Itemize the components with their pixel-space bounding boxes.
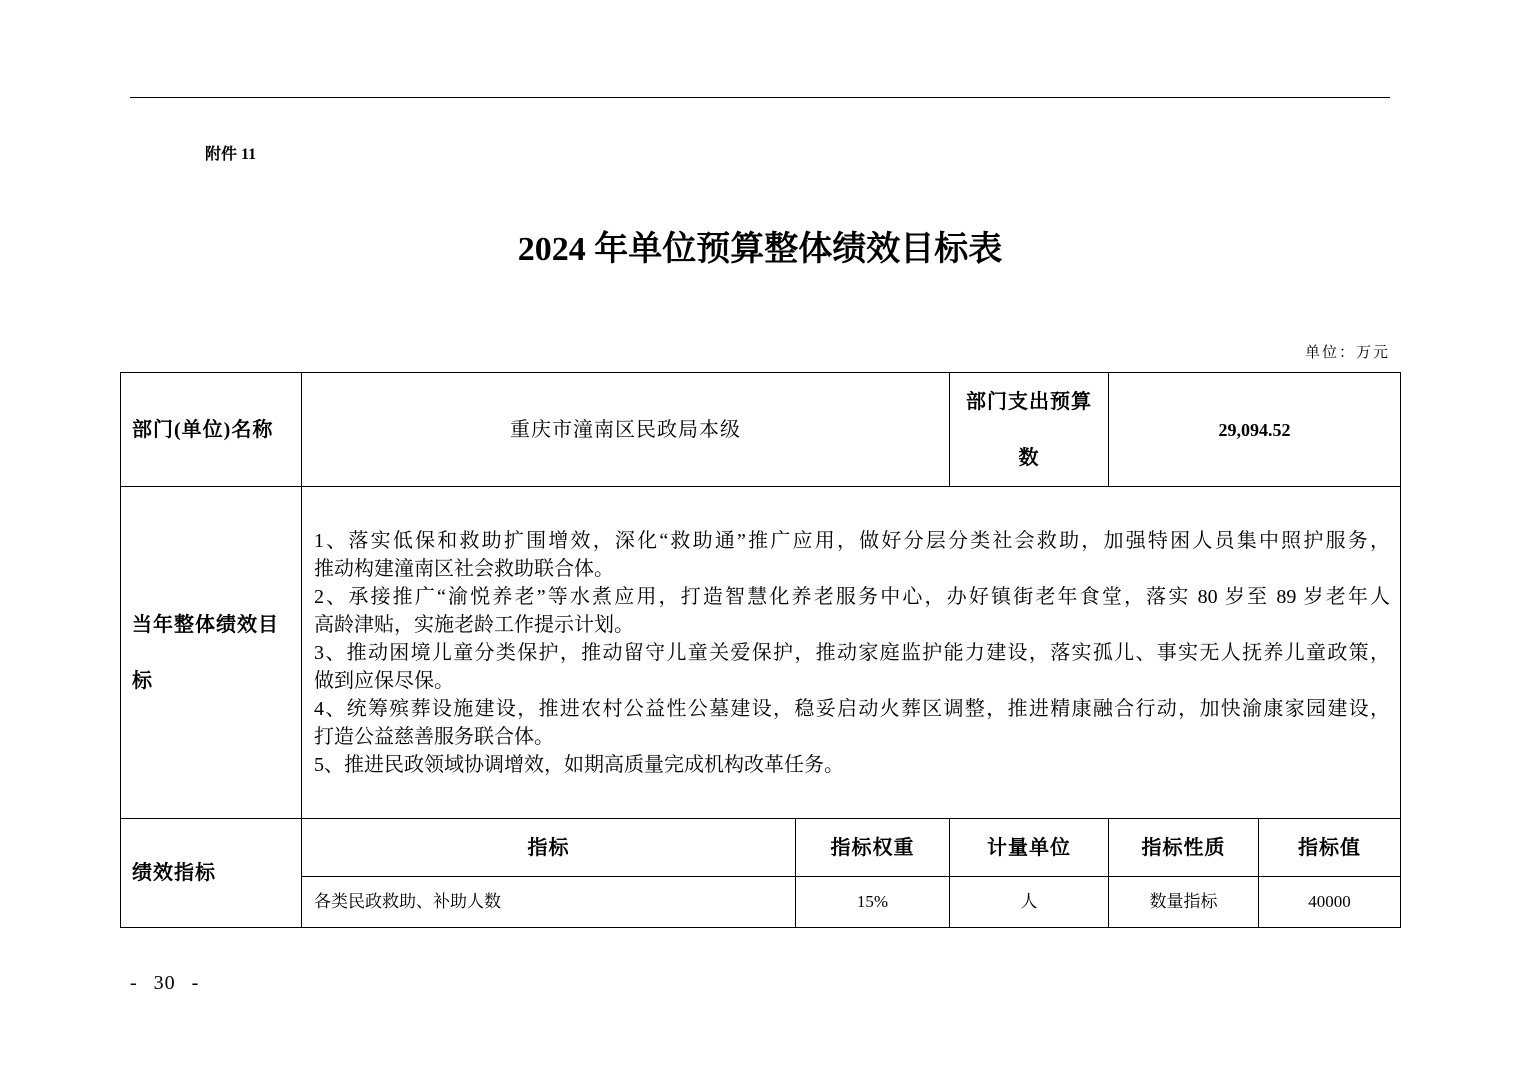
goal-line: 打造公益慈善服务联合体。 [314, 725, 554, 748]
goal-line: 2、承接推广“渝悦养老”等水煮应用，打造智慧化养老服务中心，办好镇街老年食堂，落实 80 岁至 89 岁老年人 [314, 585, 1390, 608]
header-indicator: 指标 [302, 819, 796, 877]
goal-line: 4、统筹殡葬设施建设，推进农村公益性公墓建设，稳妥启动火葬区调整，推进精康融合行动，加快渝康家园建设， [314, 697, 1390, 720]
goal-label: 当年整体绩效目标 [132, 613, 279, 692]
indicator-nature: 数量指标 [1109, 877, 1259, 928]
header-rule [130, 97, 1390, 98]
table-row [121, 877, 1401, 928]
indicator-unit: 人 [950, 877, 1109, 928]
performance-target-table [120, 372, 1401, 928]
indicator-header-row [121, 819, 1401, 877]
goal-paragraph [314, 751, 1390, 779]
goal-paragraph [314, 639, 1390, 695]
goal-line: 1、落实低保和救助扩围增效，深化“救助通”推广应用，做好分层分类社会救助，加强特困人员集中照护服务， [314, 529, 1390, 552]
goal-line: 高龄津贴，实施老龄工作提示计划。 [314, 613, 634, 636]
goal-line: 3、推动困境儿童分类保护，推动留守儿童关爱保护，推动家庭监护能力建设，落实孤儿、事实无人抚养儿童政策， [314, 641, 1390, 664]
header-value: 指标值 [1259, 819, 1401, 877]
indicator-weight: 15% [796, 877, 950, 928]
goal-line: 5、推进民政领域协调增效，如期高质量完成机构改革任务。 [314, 753, 844, 776]
goal-paragraph [314, 695, 1390, 751]
dept-name-label-cell [121, 373, 302, 487]
page-title: 2024 年单位预算整体绩效目标表 [517, 231, 1003, 268]
dept-name-label: 部门(单位)名称 [132, 418, 274, 441]
goal-paragraph [314, 583, 1390, 639]
indicator-label-cell [121, 819, 302, 928]
goal-label-cell [121, 487, 302, 819]
header-nature: 指标性质 [1109, 819, 1259, 877]
dept-row [121, 373, 1401, 487]
indicator-value: 40000 [1259, 877, 1401, 928]
indicator-label: 绩效指标 [132, 862, 216, 884]
goal-line: 推动构建潼南区社会救助联合体。 [314, 557, 614, 580]
header-unit: 计量单位 [950, 819, 1109, 877]
unit-note: 单位：万元 [1304, 345, 1390, 361]
goal-text [302, 487, 1401, 819]
budget-value: 29,094.52 [1109, 373, 1401, 487]
page-number: - 30 - [130, 972, 200, 994]
goal-paragraph [314, 527, 1390, 583]
indicator-name: 各类民政救助、补助人数 [302, 877, 796, 928]
budget-label-cell [950, 373, 1109, 487]
dept-name-value: 重庆市潼南区民政局本级 [302, 373, 950, 487]
attachment-label: 附件 11 [205, 146, 257, 163]
goal-line: 做到应保尽保。 [314, 669, 454, 692]
budget-label: 部门支出预算数 [966, 390, 1092, 469]
header-weight: 指标权重 [796, 819, 950, 877]
goal-row [121, 487, 1401, 819]
